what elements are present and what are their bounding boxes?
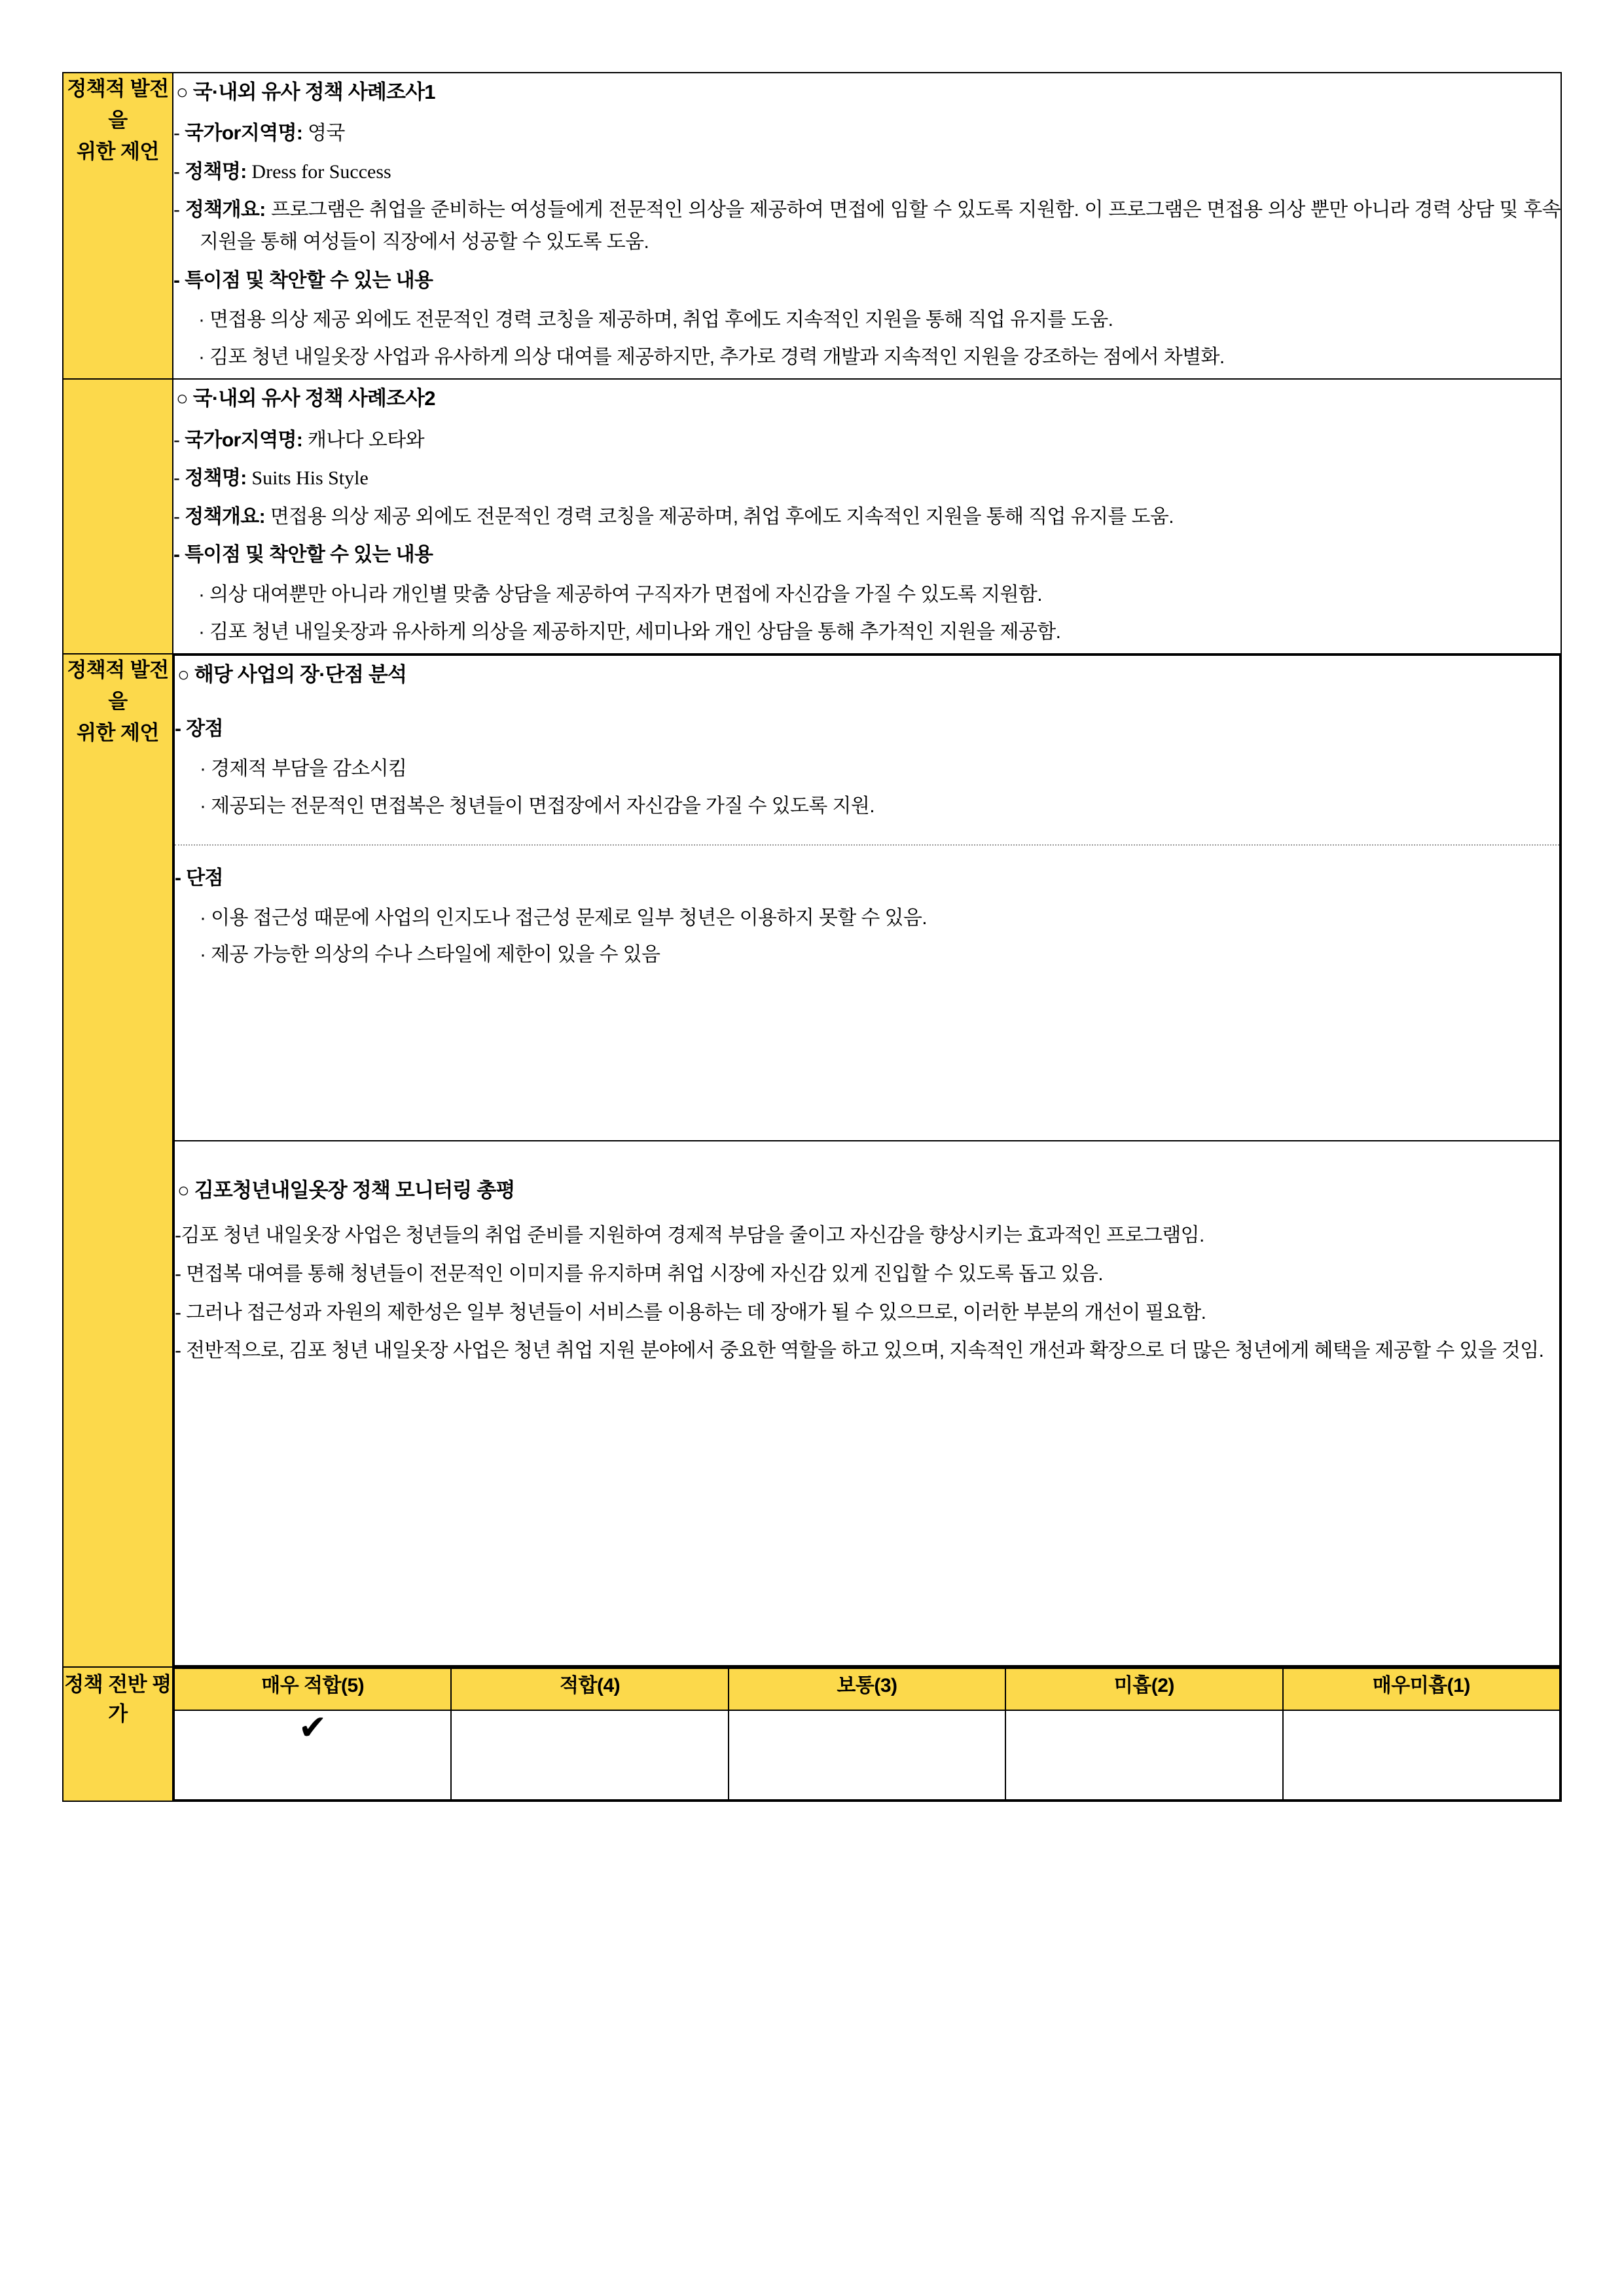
bullet-text: 김포 청년 내일옷장 사업과 유사하게 의상 대여를 제공하지만, 추가로 경력 개발과 지속적인 지원을 강조하는 점에서 차별화.: [209, 346, 1225, 368]
dash-marker: -: [173, 429, 185, 451]
bullet-text: 이용 접근성 때문에 사업의 인지도나 접근성 문제로 일부 청년은 이용하지 못할 수 있음.: [211, 906, 927, 929]
cons-bullet-1: [175, 903, 1559, 935]
bullet-text: 경제적 부담을 감소시킴: [211, 757, 407, 780]
analysis-summary-inner: [173, 655, 1561, 1666]
summary-line-4: - 전반적으로, 김포 청년 내일옷장 사업은 청년 취업 지원 분야에서 중요한 역할을 하고 있으며, 지속적인 개선과 확장으로 더 많은 청년에게 혜택을 제공할 수 있을 것임.: [175, 1340, 1544, 1362]
row-label-line1: 정책적 발전을: [67, 658, 169, 713]
field-key: 정책개요:: [185, 505, 266, 528]
pros-cons-divider: [175, 844, 1559, 846]
dot-marker: ·: [200, 795, 211, 817]
field-value: 캐나다 오타와: [307, 429, 424, 451]
table-row: [63, 379, 1561, 654]
field-value: 면접용 의상 제공 외에도 전문적인 경력 코칭을 제공하며, 취업 후에도 지속적인 지원을 통해 직업 유지를 도움.: [270, 505, 1174, 528]
analysis-cell: [174, 655, 1560, 1141]
spacer: [175, 700, 1559, 713]
dot-marker: ·: [198, 309, 210, 331]
field-value: Suits His Style: [251, 467, 369, 490]
summary-line-2: - 면접복 대여를 통해 청년들이 전문적인 이미지를 유지하며 취업 시장에 자신감 있게 진입할 수 있도록 돕고 있음.: [175, 1263, 1103, 1285]
case-study-1-field-country: [173, 118, 1561, 150]
evaluation-checkbox-4[interactable]: [1283, 1710, 1560, 1800]
policy-monitoring-table: [62, 72, 1562, 1802]
evaluation-option-3: 미흡(2): [1005, 1668, 1282, 1710]
row-label-line2: 위한 제언: [77, 721, 159, 745]
table-row: [63, 654, 1561, 1667]
case-study-1-field-policy-name: [173, 156, 1561, 188]
field-key: 정책명:: [185, 467, 247, 490]
case-study-1-subheading: - 특이점 및 착안할 수 있는 내용: [173, 269, 433, 291]
field-value: 프로그램은 취업을 준비하는 여성들에게 전문적인 의상을 제공하여 면접에 임할 수 있도록 지원함. 이 프로그램은 면접용 의상 뿐만 아니라 경력 상담 및 후속 지원을 통해 여성들이 직장에서 성공할 수 있도록 도움.: [200, 199, 1561, 253]
summary-heading: ○ 김포청년내일옷장 정책 모니터링 총평: [177, 1179, 515, 1202]
row-label-policy-suggestion-2: [63, 654, 173, 1667]
case-study-2-bullet-1: [173, 579, 1561, 611]
dash-marker: -: [173, 505, 185, 528]
bullet-text: 면접용 의상 제공 외에도 전문적인 경력 코칭을 제공하며, 취업 후에도 지속적인 지원을 통해 직업 유지를 도움.: [209, 309, 1113, 331]
case-study-2-field-policy-name: [173, 463, 1561, 495]
field-key: 국가or지역명:: [185, 429, 303, 451]
check-icon: ✔: [298, 1709, 327, 1748]
analysis-heading: ○ 해당 사업의 장·단점 분석: [177, 663, 407, 687]
dot-marker: ·: [198, 346, 210, 368]
case-study-1-field-overview: [173, 194, 1561, 258]
case-study-2-subheading: - 특이점 및 착안할 수 있는 내용: [173, 544, 433, 566]
dot-marker: ·: [200, 906, 211, 929]
case-study-2-bullet-2: [173, 617, 1561, 649]
evaluation-option-4: 매우미흡(1): [1283, 1668, 1560, 1710]
case-study-1-bullet-2: [173, 342, 1561, 374]
field-key: 정책명:: [185, 160, 247, 183]
bullet-text: 제공되는 전문적인 면접복은 청년들이 면접장에서 자신감을 가질 수 있도록 지원.: [211, 795, 875, 817]
field-value: Dress for Success: [251, 160, 391, 183]
evaluation-checkbox-3[interactable]: [1005, 1710, 1282, 1800]
field-key: 국가or지역명:: [185, 122, 303, 145]
dot-marker: ·: [200, 757, 211, 780]
cons-bullet-2: [175, 939, 1559, 971]
pros-bullet-1: [175, 753, 1559, 785]
evaluation-label: 정책 전반 평가: [63, 1667, 173, 1801]
row-label-line1: 정책적 발전을: [67, 77, 169, 132]
evaluation-row: [63, 1667, 1561, 1801]
case-study-2-cell: [173, 379, 1561, 654]
summary-cell: [174, 1141, 1560, 1666]
evaluation-value-row: [174, 1710, 1560, 1800]
analysis-row: [174, 655, 1560, 1141]
row-label-line2: 위한 제언: [77, 140, 159, 164]
bullet-text: 제공 가능한 의상의 수나 스타일에 제한이 있을 수 있음: [211, 944, 660, 966]
evaluation-checkbox-2[interactable]: [729, 1710, 1005, 1800]
summary-line-3: - 그러나 접근성과 자원의 제한성은 일부 청년들이 서비스를 이용하는 데 장애가 될 수 있으므로, 이러한 부분의 개선이 필요함.: [175, 1301, 1206, 1323]
table-row: [63, 73, 1561, 379]
case-study-2-field-overview: [173, 501, 1561, 533]
field-key: 정책개요:: [185, 199, 266, 221]
evaluation-checkbox-0[interactable]: [174, 1710, 451, 1800]
field-value: 영국: [307, 122, 345, 145]
pros-heading: - 장점: [175, 718, 223, 740]
case-study-1-cell: [173, 73, 1561, 379]
evaluation-option-1: 적합(4): [451, 1668, 728, 1710]
row-label-empty: [63, 379, 173, 654]
case-study-2-heading: ○ 국·내외 유사 정책 사례조사2: [176, 387, 435, 410]
case-study-1-bullet-1: [173, 304, 1561, 336]
evaluation-header-row: [174, 1668, 1560, 1710]
dot-marker: ·: [198, 583, 210, 605]
spacer: [175, 1141, 1559, 1172]
dash-marker: -: [173, 467, 185, 490]
bullet-text: 의상 대여뿐만 아니라 개인별 맞춤 상담을 제공하여 구직자가 면접에 자신감을 가질 수 있도록 지원함.: [209, 583, 1043, 605]
dash-marker: -: [173, 122, 185, 145]
evaluation-option-2: 보통(3): [729, 1668, 1005, 1710]
dash-marker: -: [173, 199, 185, 221]
dot-marker: ·: [200, 944, 211, 966]
summary-row: [174, 1141, 1560, 1666]
evaluation-cell: [173, 1667, 1561, 1801]
evaluation-option-0: 매우 적합(5): [174, 1668, 451, 1710]
analysis-summary-cell: [173, 654, 1561, 1667]
case-study-1-heading: ○ 국·내외 유사 정책 사례조사1: [176, 81, 435, 103]
summary-line-1: -김포 청년 내일옷장 사업은 청년들의 취업 준비를 지원하여 경제적 부담을 줄이고 자신감을 향상시키는 효과적인 프로그램임.: [175, 1225, 1204, 1247]
dot-marker: ·: [198, 620, 210, 643]
pros-bullet-2: [175, 791, 1559, 823]
row-label-policy-suggestion-1: [63, 73, 173, 379]
dash-marker: -: [173, 160, 185, 183]
cons-heading: - 단점: [175, 867, 223, 889]
evaluation-checkbox-1[interactable]: [451, 1710, 728, 1800]
evaluation-grid: [173, 1668, 1561, 1801]
case-study-2-field-country: [173, 425, 1561, 457]
summary-block: [175, 1216, 1559, 1367]
bullet-text: 김포 청년 내일옷장과 유사하게 의상을 제공하지만, 세미나와 개인 상담을 통해 추가적인 지원을 제공함.: [209, 620, 1061, 643]
